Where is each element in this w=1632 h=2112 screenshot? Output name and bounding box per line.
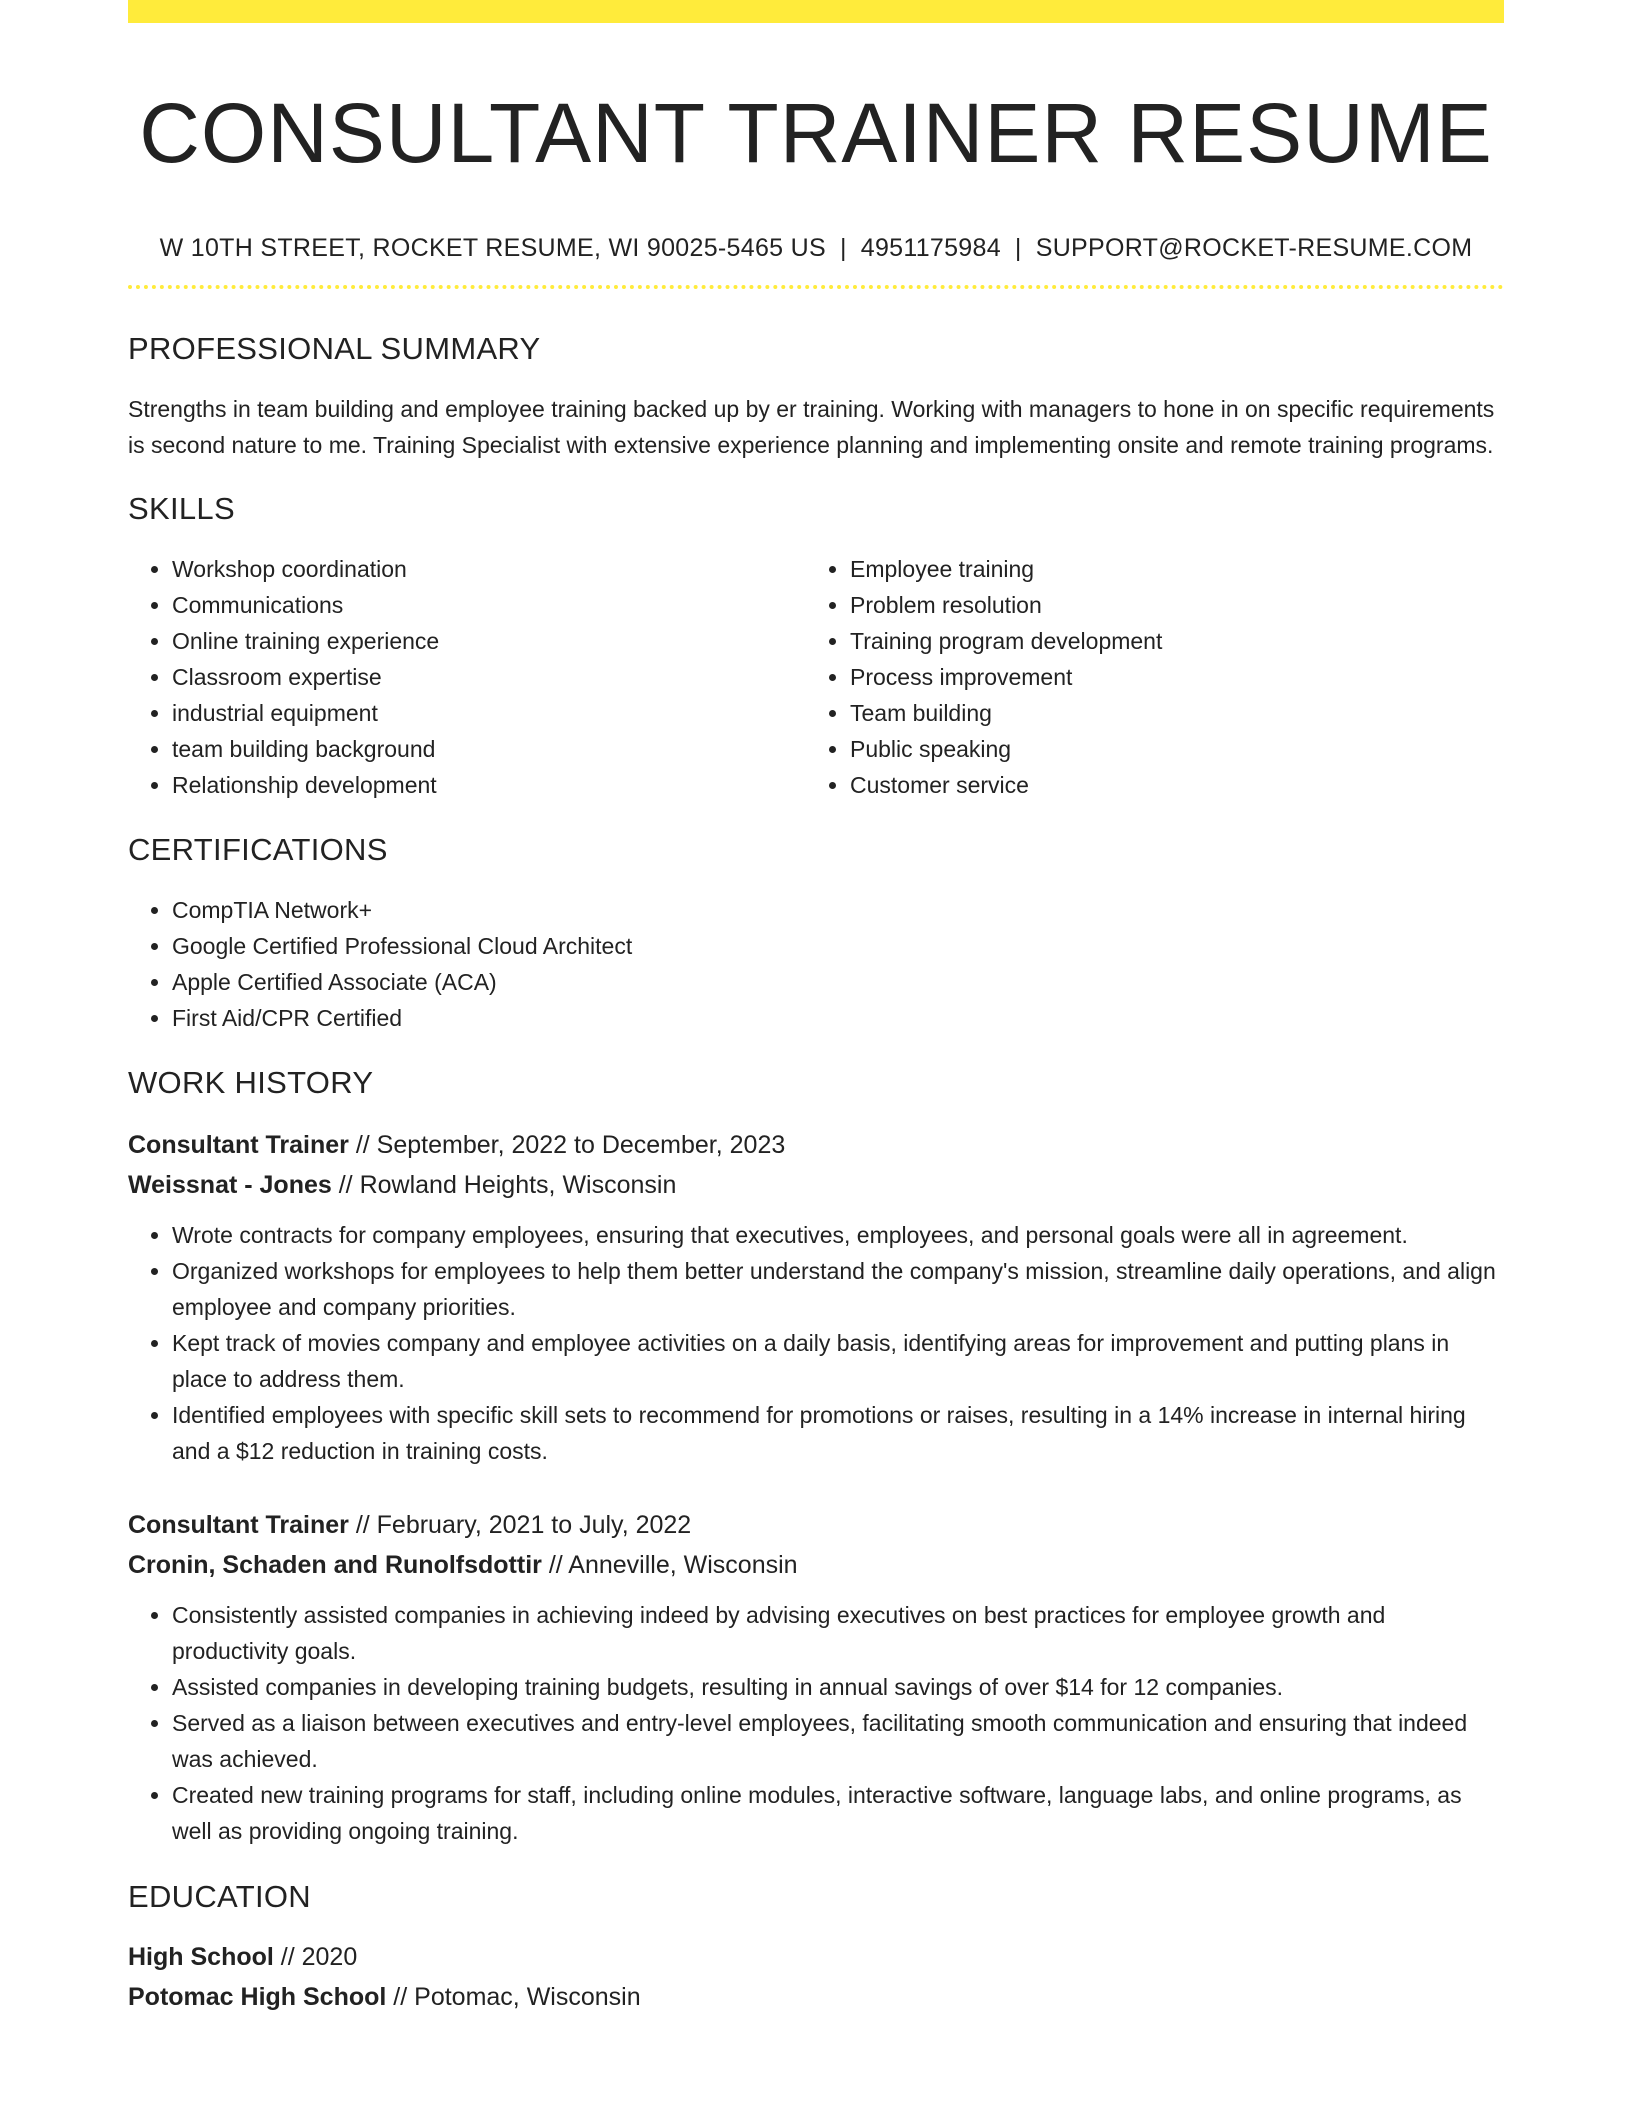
job-company-line bbox=[128, 1545, 1504, 1585]
job-company: Weissnat - Jones bbox=[128, 1171, 332, 1199]
job-role-line bbox=[128, 1505, 1504, 1545]
job-bullet: • Served as a liaison between executives and entry-level employees, facilitating smooth communication and ensuring that indeed was achieved. bbox=[172, 1705, 1504, 1777]
skill-item: • Communications bbox=[172, 587, 806, 623]
education-location: // Potomac, Wisconsin bbox=[386, 1983, 641, 2011]
accent-top-bar bbox=[128, 0, 1504, 23]
skill-item: • Team building bbox=[850, 695, 1484, 731]
skill-item: • Customer service bbox=[850, 767, 1484, 803]
job-bullet: • Wrote contracts for company employees, ensuring that executives, employees, and personal goals were all in agreement. bbox=[172, 1217, 1504, 1253]
education-year: // 2020 bbox=[273, 1943, 358, 1971]
skills-heading: SKILLS bbox=[128, 491, 235, 526]
job-location: // Anneville, Wisconsin bbox=[541, 1551, 798, 1579]
work-history-heading: WORK HISTORY bbox=[128, 1065, 374, 1100]
contact-address: W 10TH STREET, ROCKET RESUME, WI 90025-5465 US bbox=[159, 234, 826, 262]
job-bullet: • Organized workshops for employees to help them better understand the company's mission, streamline daily operations, and align employee and company priorities. bbox=[172, 1253, 1504, 1325]
summary-section bbox=[128, 331, 1504, 463]
job-bullet: • Created new training programs for staff, including online modules, interactive software, language labs, and online programs, as well as providing ongoing training. bbox=[172, 1777, 1504, 1849]
skill-item: • Training program development bbox=[850, 623, 1484, 659]
job-company-line bbox=[128, 1165, 1504, 1205]
job-location: // Rowland Heights, Wisconsin bbox=[331, 1171, 677, 1199]
education-degree-line bbox=[128, 1937, 1504, 1977]
job-bullet: • Consistently assisted companies in achieving indeed by advising executives on best practices for employee growth and productivity goals. bbox=[172, 1597, 1504, 1669]
job-dates: // February, 2021 to July, 2022 bbox=[348, 1511, 692, 1539]
skills-right-list bbox=[806, 551, 1484, 803]
contact-email: SUPPORT@ROCKET-RESUME.COM bbox=[1035, 234, 1473, 262]
skill-item: • Employee training bbox=[850, 551, 1484, 587]
education-entry bbox=[128, 1937, 1504, 2017]
skill-item: • Classroom expertise bbox=[172, 659, 806, 695]
certification-item: • Google Certified Professional Cloud Architect bbox=[172, 928, 1504, 964]
skill-item: • Process improvement bbox=[850, 659, 1484, 695]
skills-section bbox=[128, 491, 1504, 803]
work-history-section bbox=[128, 1065, 1504, 1849]
dotted-divider bbox=[128, 285, 1504, 289]
education-school-line bbox=[128, 1977, 1504, 2017]
resume-title: CONSULTANT TRAINER RESUME bbox=[139, 86, 1493, 180]
skill-item: • industrial equipment bbox=[172, 695, 806, 731]
education-degree: High School bbox=[128, 1943, 274, 1971]
resume-content bbox=[128, 23, 1504, 2017]
education-heading: EDUCATION bbox=[128, 1879, 311, 1914]
education-section bbox=[128, 1879, 1504, 2017]
summary-heading: PROFESSIONAL SUMMARY bbox=[128, 331, 541, 366]
job-entry bbox=[128, 1505, 1504, 1849]
skill-item: • Online training experience bbox=[172, 623, 806, 659]
certifications-list bbox=[128, 892, 1504, 1036]
skill-item: • Public speaking bbox=[850, 731, 1484, 767]
job-company: Cronin, Schaden and Runolfsdottir bbox=[128, 1551, 542, 1579]
contact-separator: | bbox=[839, 234, 847, 262]
skills-grid bbox=[128, 551, 1504, 803]
contact-phone: 4951175984 bbox=[860, 234, 1001, 262]
job-entry bbox=[128, 1125, 1504, 1469]
job-bullet: • Identified employees with specific skill sets to recommend for promotions or raises, resulting in a 14% increase in internal hiring and a $12 reduction in training costs. bbox=[172, 1397, 1504, 1469]
skill-item: • Relationship development bbox=[172, 767, 806, 803]
skill-item: • team building background bbox=[172, 731, 806, 767]
certifications-section bbox=[128, 832, 1504, 1036]
job-role: Consultant Trainer bbox=[128, 1511, 349, 1539]
skills-left-list bbox=[128, 551, 806, 803]
job-bullet: • Assisted companies in developing training budgets, resulting in annual savings of over $14 for 12 companies. bbox=[172, 1669, 1504, 1705]
certifications-heading: CERTIFICATIONS bbox=[128, 832, 388, 867]
job-bullets bbox=[128, 1217, 1504, 1469]
contact-separator: | bbox=[1014, 234, 1022, 262]
job-role-line bbox=[128, 1125, 1504, 1165]
certification-item: • CompTIA Network+ bbox=[172, 892, 1504, 928]
contact-line bbox=[128, 233, 1504, 263]
skill-item: • Workshop coordination bbox=[172, 551, 806, 587]
summary-text: Strengths in team building and employee training backed up by er training. Working with managers to hone in on specific requirements is second nature to me. Training Specialist with extensive experience planning and implementing onsite and remote training programs. bbox=[128, 396, 1495, 458]
job-bullets bbox=[128, 1597, 1504, 1849]
job-dates: // September, 2022 to December, 2023 bbox=[348, 1131, 786, 1159]
certification-item: • Apple Certified Associate (ACA) bbox=[172, 964, 1504, 1000]
job-bullet: • Kept track of movies company and employee activities on a daily basis, identifying areas for improvement and putting plans in place to address them. bbox=[172, 1325, 1504, 1397]
certification-item: • First Aid/CPR Certified bbox=[172, 1000, 1504, 1036]
skill-item: • Problem resolution bbox=[850, 587, 1484, 623]
job-role: Consultant Trainer bbox=[128, 1131, 349, 1159]
education-school: Potomac High School bbox=[128, 1983, 387, 2011]
